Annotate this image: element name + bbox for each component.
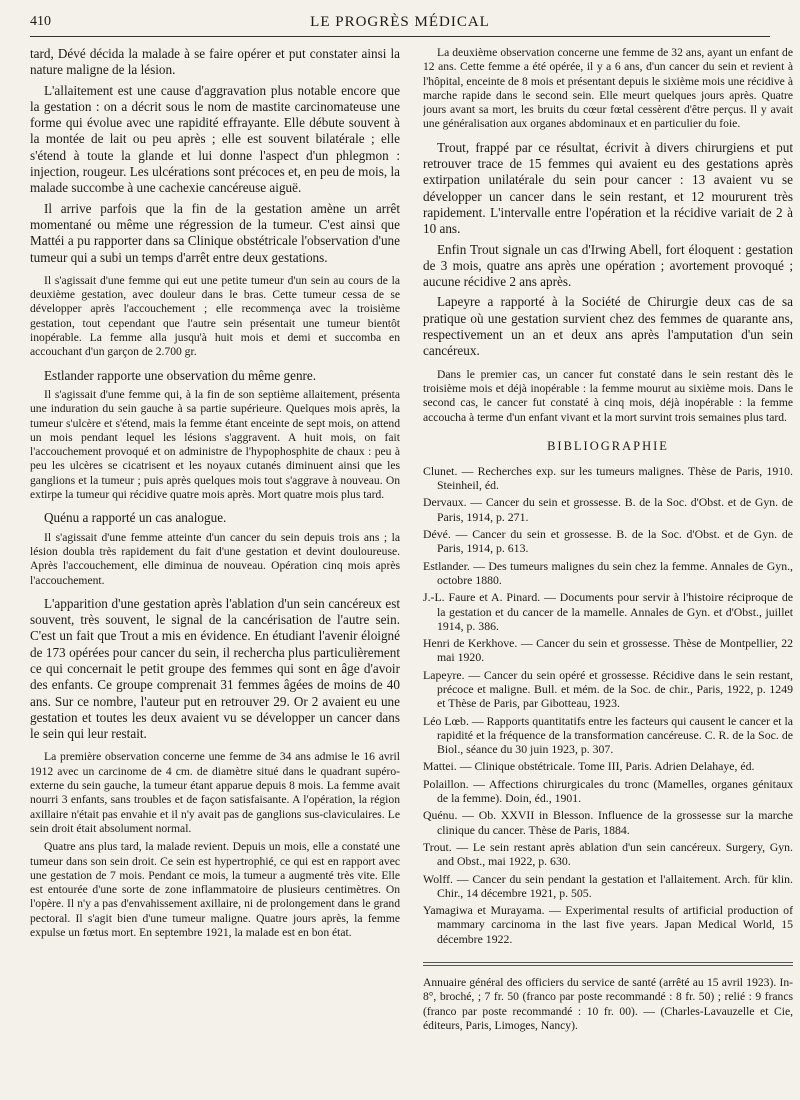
paragraph: Il s'agissait d'une femme qui eut une petite tumeur d'un sein au cours de la deuxième gestation, avec douleur dans le bras. Cette tumeur cessa de se développer après l'accouchement ; elle recommença avec la troisième gestation, tout cependant que l'autre sein présentait une tumeur bientôt inopérable. La femme alla jusqu'à huit mois et demi et succomba en accouchant d'un garçon de 2.700 gr. (30, 273, 400, 359)
paragraph: Lapeyre a rapporté à la Société de Chirurgie deux cas de sa pratique où une gestation survient chez des femmes de quarante ans, respectivement un an et deux ans après l'amputation d'un sein cancéreux. (423, 294, 793, 359)
bibliography-entry: Clunet. — Recherches exp. sur les tumeurs malignes. Thèse de Paris, 1910. Steinheil, éd. (423, 463, 793, 493)
bibliography (423, 439, 793, 946)
bibliography-list (423, 464, 793, 946)
bibliography-entry: Dévé. — Cancer du sein et grossesse. B. de la Soc. d'Obst. et de Gyn. de Paris, 1914, p. 613. (423, 527, 793, 556)
paragraph: L'apparition d'une gestation après l'ablation d'un sein cancéreux est souvent, très souvent, le signal de la cancérisation de l'autre sein. C'est un fait que Trout a mis en évidence. En étudiant l'avenir éloigné de 173 opérées pour cancer du sein, il rechercha plus particulièrement ce qui concernait le petit groupe des femmes qui sont en âge d'avoir des enfants. Ce groupe comprenait 31 femmes âgées de moins de 40 ans. Sur ce nombre, l'auteur put en retrouver 29. Or 2 avaient eu une gestation et toutes les deux avaient vu se développer un cancer dans le sein qui leur restait. (30, 595, 400, 742)
bibliography-entry: Mattei. — Clinique obstétricale. Tome III, Paris. Adrien Delahaye, éd. (423, 759, 755, 774)
left-column (30, 46, 400, 944)
paragraph: Dans le premier cas, un cancer fut constaté dans le sein restant dès le troisième mois et déjà inopérable : la femme mourut au sixième mois. Dans le second cas, le cancer fut constaté à cinq mois, déjà inopérable : la femme accoucha à terme d'un enfant vivant et la mort survint trois semaines plus tard. (423, 367, 793, 424)
bibliography-title: BIBLIOGRAPHIE (547, 438, 669, 453)
running-title: LE PROGRÈS MÉDICAL (310, 14, 490, 30)
page-header (30, 14, 770, 37)
paragraph: Il s'agissait d'une femme qui, à la fin de son septième allaitement, présenta une induration du sein gauche à sa partie supérieure. Quelques mois après, la tumeur s'ulcère et s'étend, mais la femme étant enceinte de sept mois, on attend un mois pendant lequel les lésions s'aggravent. A huit mois, on fait l'accouchement provoqué et on administre de l'hypophosphite de chaux : peu à peu les ulcères se cicatrisent et les noyaux cutanés diminuent ainsi que les ganglions et la tumeur ; puis après quelques mois tout s'aggrave à nouveau. On extirpe la tumeur qui récidive quatre mois après. Mort quatre mois plus tard. (30, 387, 400, 502)
bibliography-entry: Léo Lœb. — Rapports quantitatifs entre les facteurs qui causent le cancer et la rapidité et la fréquence de la transformation cancéreuse. C. R. de la Soc. de Biol., séance du 30 juin 1923, p. 307. (423, 713, 793, 757)
paragraph: Estlander rapporte une observation du même genre. (44, 367, 317, 383)
right-column-text (423, 46, 793, 425)
paragraph: Il arrive parfois que la fin de la gestation amène un arrêt momentané ou même une régression de la tumeur. C'est ainsi que Mattéi a pu rapporter dans sa Clinique obstétricale l'observation d'une tumeur qui a subi un temps d'arrêt entre deux gestations. (30, 200, 400, 265)
paragraph: Quénu a rapporté un cas analogue. (44, 510, 227, 526)
bibliography-entry: Estlander. — Des tumeurs malignes du sein chez la femme. Annales de Gyn., octobre 1880. (423, 558, 793, 587)
right-column (423, 46, 793, 1037)
paragraph: Trout, frappé par ce résultat, écrivit à divers chirurgiens et put retrouver trace de 15 femmes qui avaient eu des gestations après extirpation unilatérale du sein pour cancer : 13 avaient vu se développer un cancer dans le sein restant, et 12 moururent très rapidement. L'intervalle entre l'opération et la récidive variait de 2 à 10 ans. (423, 139, 793, 237)
bibliography-entry: J.-L. Faure et A. Pinard. — Documents pour servir à l'histoire réciproque de la gestation et du cancer de la mamelle. Annales de Gyn. et d'Obst., juillet 1914, p. 386. (423, 590, 793, 633)
bibliography-entry: Quénu. — Ob. XXVII in Blesson. Influence de la grossesse sur la marche clinique du cancer. Thèse de Paris, 1884. (423, 808, 793, 837)
paragraph: Enfin Trout signale un cas d'Irwing Abell, fort éloquent : gestation de 3 mois, quatre ans après une opération ; avortement provoqué ; aucune récidive 2 ans après. (423, 241, 793, 290)
section-divider (423, 962, 793, 966)
bibliography-entry: Yamagiwa et Murayama. — Experimental results of artificial production of mammary carcinoma in the last five years. Japan Medical World, 15 décembre 1922. (423, 903, 793, 946)
bibliography-entry: Trout. — Le sein restant après ablation d'un sein cancéreux. Surgery, Gyn. and Obst., mai 1922, p. 630. (423, 839, 793, 869)
page-number: 410 (30, 14, 51, 29)
paragraph: La deuxième observation concerne une femme de 32 ans, ayant un enfant de 12 ans. Cette femme a été opérée, il y a 6 ans, d'un cancer du sein et revient à l'hôpital, enceinte de 8 mois et présentant depuis le sixième mois une récidive à marche rapide dans le second sein. Elle meurt quelques jours après. Quatre jours avant sa mort, les bruits du cœur fœtal cessèrent d'être perçus. Il y avait une généralisation aux organes abdominaux et en particulier du foie. (423, 46, 793, 131)
bibliography-entry: Polaillon. — Affections chirurgicales du tronc (Mamelles, organes génitaux de la femme). Doin, éd., 1901. (423, 776, 793, 806)
bibliography-entry: Henri de Kerkhove. — Cancer du sein et grossesse. Thèse de Montpellier, 22 mai 1920. (423, 636, 793, 665)
book-announcement: Annuaire général des officiers du service de santé (arrêté au 15 avril 1923). In-8°, broché, ; 7 fr. 50 (franco par poste recommandé : 8 fr. 50) ; relié : 9 francs (franco par poste recommandé : 10 fr. 00). — (Charles-Lavauzelle et Cie, éditeurs, Paris, Limoges, Nancy). (423, 976, 793, 1032)
bibliography-entry: Dervaux. — Cancer du sein et grossesse. B. de la Soc. d'Obst. et de Gyn. de Paris, 1914, p. 271. (423, 495, 793, 524)
paragraph: Quatre ans plus tard, la malade revient. Depuis un mois, elle a constaté une tumeur dans son sein droit. Ce sein est hypertrophié, ce qui est en rapport avec une gestation de 7 mois. Pendant ce mois, la tumeur a augmenté très vite. Elle est entourée d'une sorte de zone inflammatoire de plusieurs centimètres. On l'opère. Il n'y a pas d'envahissement axillaire, ni de prolongement dans le grand pectoral. Il s'agit bien d'une tumeur maligne. Quatre jours après, la femme expulse un fœtus mort. En septembre 1921, la malade est en bon état. (30, 840, 400, 940)
bibliography-entry: Lapeyre. — Cancer du sein opéré et grossesse. Récidive dans le sein restant, précoce et maligne. Bull. et mém. de la Soc. de chir., Paris, 1922, p. 1249 et Thèse de Paris, par Gibotteau, 1923. (423, 667, 793, 711)
paragraph: L'allaitement est une cause d'aggravation plus notable encore que la gestation : on a décrit sous le nom de mastite carcinomateuse une forme qui évolue avec une rapidité effrayante. Elle débute souvent à la montée de lait ou peu après ; elle est souvent bilatérale ; elle s'étend à toute la glande et lui donne l'aspect d'un phlegmon : injection, rougeur. Les ulcérations sont précoces et, en peu de mois, la malade succombe à une cachexie cancéreuse aiguë. (30, 82, 400, 196)
paragraph: La première observation concerne une femme de 34 ans admise le 16 avril 1912 avec un carcinome de 4 cm. de diamètre situé dans le quadrant supéro-externe du sein gauche, la tumeur étant apparue depuis 8 mois. La femme avait nourri 3 enfants, sans troubles et de façon satisfaisante. A l'opération, la région axillaire n'était pas envahie et il n'y avait pas de ganglions sus-claviculaires. Le sein droit était absolument normal. (30, 750, 400, 835)
paragraph: tard, Dévé décida la malade à se faire opérer et put constater ainsi la nature maligne de la lésion. (30, 46, 400, 78)
bibliography-entry: Wolff. — Cancer du sein pendant la gestation et l'allaitement. Arch. für klin. Chir., 14 décembre 1921, p. 505. (423, 871, 793, 900)
paragraph: Il s'agissait d'une femme atteinte d'un cancer du sein depuis trois ans ; la lésion doubla très rapidement du fait d'une gestation et devint douloureuse. Après l'accouchement, elle diminua de nouveau. Opération cinq mois après l'accouchement. (30, 530, 400, 587)
